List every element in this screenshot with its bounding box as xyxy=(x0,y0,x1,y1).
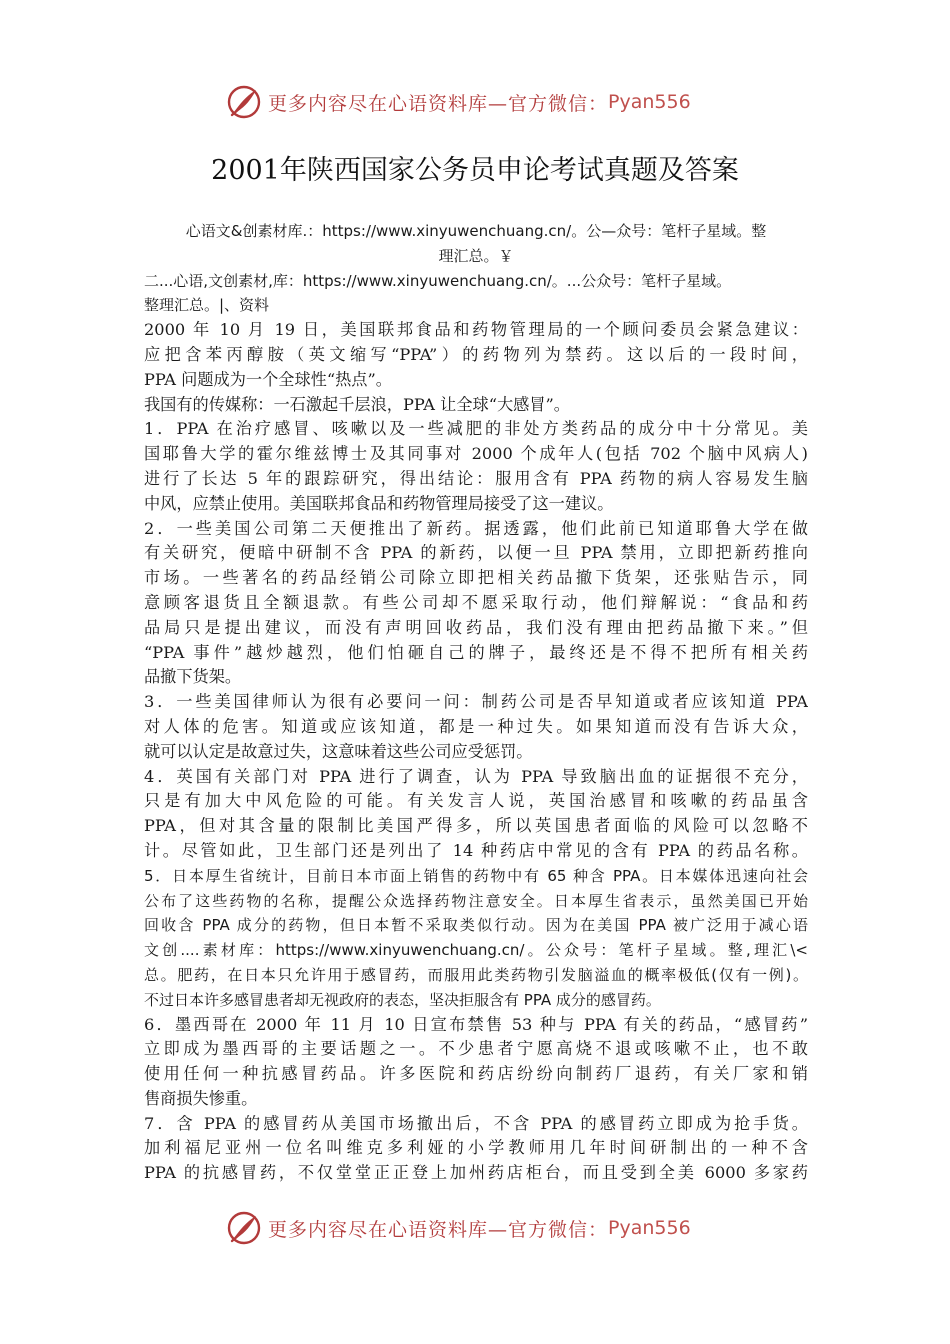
source-line: 二...心语,文创素材,库：https://www.xinyuwenchuang.cn/。...公众号：笔杆子星域。 xyxy=(144,271,732,290)
body-line: 中风，应禁止使用。美国联邦食品和药物管理局接受了这一建议。 xyxy=(144,493,614,513)
document-title: 2001年陕西国家公务员申论考试真题及答案 xyxy=(211,155,739,186)
body-line: 意顾客退货且全额退款。有些公司却不愿采取行动，他们辩解说：“食品和药 xyxy=(144,592,808,612)
body-line: 应把含苯丙醇胺（英文缩写“PPA”）的药物列为禁药。这以后的一段时间， xyxy=(144,344,808,364)
body-line: “PPA 事件”越炒越烈，他们怕砸自己的牌子，最终还是不得不把所有相关药 xyxy=(144,642,808,662)
body-line: 就可以认定是故意过失，这意味着这些公司应受惩罚。 xyxy=(144,741,533,761)
body-line: 4．英国有关部门对 PPA 进行了调查，认为 PPA 导致脑出血的证据很不充分， xyxy=(144,766,808,786)
watermark-text: 更多内容尽在心语资料库—官方微信： xyxy=(268,1218,609,1241)
body-line: 品撤下货架。 xyxy=(144,667,242,687)
body-line: PPA，但对其含量的限制比美国严得多，所以英国患者面临的风险可以忽略不 xyxy=(144,816,808,836)
quill-pen-logo-icon xyxy=(226,84,262,120)
body-line: 6．墨西哥在 2000 年 11 月 10 日宣布禁售 53 种与 PPA 有关的药品，“感冒药” xyxy=(144,1014,808,1034)
body-line: 5．日本厚生省统计，目前日本市面上销售的药物中有 65 种含 PPA。日本媒体迅速向社会 xyxy=(144,866,808,885)
body-line: 文创....素材库：https://www.xinyuwenchuang.cn/。公众号：笔杆子星域。整,理汇\< xyxy=(144,941,808,960)
watermark-banner-bottom xyxy=(0,1208,950,1248)
body-line: 市场。一些著名的药品经销公司除立即把相关药品撤下货架，还张贴告示，同 xyxy=(144,568,808,588)
body-line: 7．含 PPA 的感冒药从美国市场撤出后，不含 PPA 的感冒药立即成为抢手货。 xyxy=(144,1113,808,1133)
source-line: 整理汇总。|、资料 xyxy=(144,296,270,315)
body-line: 2．一些美国公司第二天便推出了新药。据透露，他们此前已知道耶鲁大学在做 xyxy=(144,518,808,538)
body-line: 使用任何一种抗感冒药品。许多医院和药店纷纷向制药厂退药，有关厂家和销 xyxy=(144,1064,808,1084)
body-line: PPA 问题成为一个全球性“热点”。 xyxy=(144,369,392,389)
watermark-text: 更多内容尽在心语资料库—官方微信： xyxy=(268,92,609,115)
body-line: 国耶鲁大学的霍尔维兹博士及其同事对 2000 个成年人(包括 702 个脑中风病人) xyxy=(144,444,808,464)
body-line: 公布了这些药物的名称，提醒公众选择药物注意安全。日本厚生省表示，虽然美国已开始 xyxy=(144,891,808,910)
source-line: 理汇总。￥ xyxy=(438,246,514,265)
quill-pen-logo-icon xyxy=(226,1210,262,1246)
document-body xyxy=(144,219,808,1186)
body-line: 3．一些美国律师认为很有必要问一问：制药公司是否早知道或者应该知道 PPA xyxy=(144,692,808,712)
body-line: 立即成为墨西哥的主要话题之一。不少患者宁愿高烧不退或咳嗽不止，也不敢 xyxy=(144,1039,808,1059)
body-line: 只是有加大中风危险的可能。有关发言人说，英国治感冒和咳嗽的药品虽含 xyxy=(144,791,808,811)
body-line: 不过日本许多感冒患者却无视政府的表态，坚决拒服含有 PPA 成分的感冒药。 xyxy=(144,990,661,1009)
body-line: 2000 年 10 月 19 日，美国联邦食品和药物管理局的一个顾问委员会紧急建议： xyxy=(144,320,808,340)
body-line: 计。尽管如此，卫生部门还是列出了 14 种药店中常见的含有 PPA 的药品名称。 xyxy=(144,840,808,860)
watermark-wechat-id: Pyan556 xyxy=(608,1217,691,1239)
body-line: 我国有的传媒称：一石激起千层浪，PPA 让全球“大感冒”。 xyxy=(144,394,570,414)
body-line: 售商损失惨重。 xyxy=(144,1088,258,1108)
body-line: 加利福尼亚州一位名叫维克多利娅的小学教师用几年时间研制出的一种不含 xyxy=(144,1138,808,1158)
body-line: 进行了长达 5 年的跟踪研究，得出结论：服用含有 PPA 药物的病人容易发生脑 xyxy=(144,468,808,488)
body-line: 品局只是提出建议，而没有声明回收药品，我们没有理由把药品撤下来。”但 xyxy=(144,617,808,637)
body-line: 总。肥药，在日本只允许用于感冒药，而服用此类药物引发脑溢血的概率极低(仅有一例)。 xyxy=(144,965,808,984)
watermark-wechat-id: Pyan556 xyxy=(608,91,691,113)
body-line: 回收含 PPA 成分的药物，但日本暂不采取类似行动。因为在美国 PPA 被广泛用于减心语 xyxy=(144,916,808,935)
body-line: 有关研究，便暗中研制不含 PPA 的新药，以便一旦 PPA 禁用，立即把新药推向 xyxy=(144,543,808,563)
body-line: 对人体的危害。知道或应该知道，都是一种过失。如果知道而没有告诉大众， xyxy=(144,716,808,736)
watermark-banner-top xyxy=(0,82,950,122)
body-line: 1．PPA 在治疗感冒、咳嗽以及一些减肥的非处方类药品的成分中十分常见。美 xyxy=(144,419,808,439)
body-line: PPA 的抗感冒药，不仅堂堂正正登上加州药店柜台，而且受到全美 6000 多家药 xyxy=(144,1163,808,1183)
source-line: 心语文&创素材库.：https://www.xinyuwenchuang.cn/。公—众号：笔杆子星域。整 xyxy=(185,222,767,240)
